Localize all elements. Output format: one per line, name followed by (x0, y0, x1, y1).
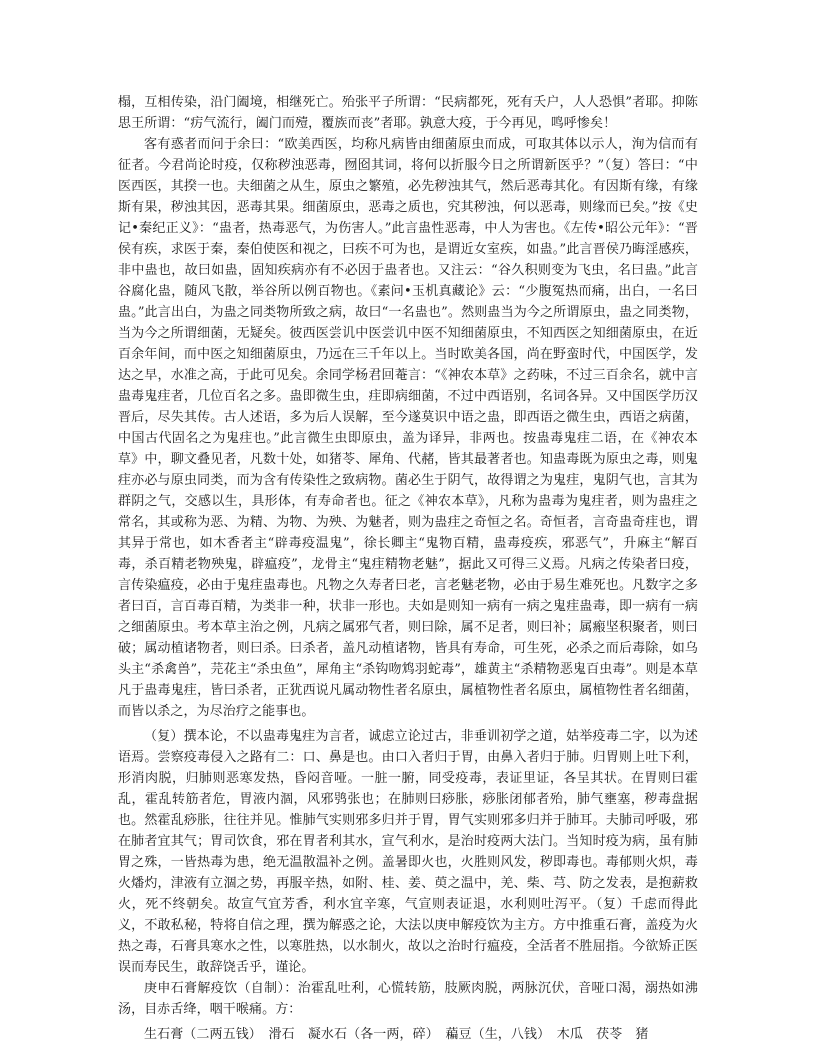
paragraph-epidemic-intro: 榻，互相传染，沿门阖境，相继死亡。殆张平子所谓：“民病都死，死有夭户，人人恐惧”者耶。抑陈思王所谓：“疠气流行，阖门而殪，覆族而丧”者耶。孰意大疫，于今再见，鸣呼惨矣！ (118, 95, 698, 131)
paragraph-formula-title: 庚申石膏解疫饮（自制）：治霍乱吐利，心慌转筋，肢厥肉脱，两脉沉伏，音哑口渴，溺热如沸汤，目赤舌绛，咽干喉痛。方： (118, 981, 698, 1017)
paragraph-formula-ingredients: 生石膏（二两五钱） 滑石 凝水石（各一两，碎） 藊豆（生，八钱） 木瓜 茯苓 猪 (144, 1027, 649, 1042)
paragraph-treatment-theory: （复）撰本论，不以蛊毒鬼疰为言者，诚虑立论过古，非垂训初学之道，姑举疫毒二字，以为述语焉。尝察疫毒侵入之路有二：口、鼻是也。由口入者归于胃，由鼻入者归于肺。归胃则上吐下利，形消肉脱，归肺则恶寒发热，昏闷音哑。一脏一腑，同受疫毒，表证里证，各呈其状。在胃则曰霍乱，霍乱转筋者危，胃液内涸，风邪鸮张也；在肺则曰痧胀，痧胀闭郁者殆，肺气壅塞，秽毒盘据也。然霍乱痧胀，往往并见。惟肺气实则邪多归并于胃，胃气实则邪多归并于肺耳。夫肺司呼吸，邪在肺者宜其气；胃司饮食，邪在胃者利其水，宣气利水，是治时疫两大法门。当知时疫为病，虽有肺胃之殊，一皆热毒为患，绝无温散温补之例。盖暑即火也，火胜则风发，秽即毒也。毒郁则火炽，毒火燔灼，津液有立涸之势，再服辛热，如附、桂、姜、萸之温中，羌、柴、芎、防之发表，是抱薪救火，死不终朝矣。故宣气宜芳香，利水宜辛寒，气宣则表证退，水利则吐泻平。（复）千虑而得此义，不敢私秘，特将自信之理，撰为解惑之论，大法以庚申解疫饮为主方。方中推重石膏，盖疫为火热之毒，石膏具寒水之性，以寒胜热，以水制火，故以之治时行瘟疫，全活者不胜屈指。今欲矫正医误而寿民生，敢辞饶舌乎，谨论。 (118, 729, 698, 975)
paragraph-germ-debate: 客有惑者而问于余曰：“欧美西医，均称凡病皆由细菌原虫而成，可取其体以示人，洵为信而有征者。今君尚论时疫，仅称秽浊恶毒，囫囵其词，将何以折服今日之所谓新医乎？”（复）答曰：“中医西医，其揆一也。夫细菌之从生，原虫之繁殖，必先秽浊其气，然后恶毒其化。有因斯有缘，有缘斯有果，秽浊其因，恶毒其果。细菌原虫，恶毒之质也，究其秽浊，何以恶毒，则缘而已矣。”按《史记•秦纪正义》：“蛊者，热毒恶气，为伤害人。”此言蛊性恶毒，中人为害也。《左传•昭公元年》：“晋侯有疾，求医于秦，秦伯使医和视之，曰疾不可为也，是谓近女室疾，如蛊。”此言晋侯乃晦淫感疾，非中蛊也，故曰如蛊，固知疾病亦有不必因于蛊者也。又注云：“谷久积则变为飞虫，名曰蛊。”此言谷腐化蛊，随风飞散，举谷所以例百物也。《素问•玉机真藏论》云：“少腹冤热而痛，出白，一名曰蛊。”此言出白，为蛊之同类物所致之病，故曰“一名蛊也”。然则蛊当为今之所谓原虫，蛊之同类物，当为今之所谓细菌，无疑矣。彼西医尝讥中医尝讥中医不知细菌原虫，不知西医之知细菌原虫，在近百余年间，而中医之知细菌原虫，乃远在三千年以上。当时欧美各国，尚在野蛮时代，中国医学，发达之早，水准之高，于此可见矣。余同学杨君回菴言：“《神农本草》之药味，不过三百余名，就中言蛊毒鬼疰者，几位百名之多。蛊即微生虫，疰即病细菌，不过中西语别，名词各异。又中国医学历汉晋后，尽失其传。古人述语，多为后人误解，至今遂莫识中语之蛊，即西语之微生虫，西语之病菌，中国古代固名之为鬼疰也。”此言微生虫即原虫，盖为译异，非两也。按蛊毒鬼疰二语，在《神农本草》中，聊文叠见者，凡数十处，如猪苓、犀角、代赭，皆其最著者也。知蛊毒既为原虫之毒，则鬼疰亦必与原虫同类，而为含有传染性之致病物。菌必生于阴气，故得谓之为鬼疰，鬼阴气也，言其为群阴之气，交感以生，具形体，有寿命者也。征之《神农本草》，凡称为蛊毒为鬼疰者，则为蛊疰之常名，其或称为恶、为精、为物、为殃、为魅者，则为蛊疰之奇恒之名。奇恒者，言奇蛊奇疰也，谓其异于常也，如木香者主“辟毒疫温鬼”，徐长卿主“鬼物百精，蛊毒疫疾，邪恶气”，升麻主“解百毒，杀百精老物殃鬼，辟瘟疫”，龙骨主“鬼疰精物老魅”，据此又可得三义焉。凡病之传染者曰疫，言传染瘟疫，必由于鬼疰蛊毒也。凡物之久寿者曰老，言老魅老物，必由于易生难死也。凡数字之多者曰百，言百毒百精，为类非一种，状非一形也。夫如是则知一病有一病之鬼疰蛊毒，即一病有一病之细菌原虫。考本草主治之例，凡病之属邪气者，则曰除，属不足者，则曰补；属瘢坚积聚者，则曰破；属动植诸物者，则曰杀。曰杀者，盖凡动植诸物，皆具有寿命，可生死，必杀之而后毒除，如乌头主“杀禽兽”，芫花主“杀虫鱼”，犀角主“杀钩吻鸩羽蛇毒”，雄黄主“杀精物恶鬼百虫毒”。则是本草凡于蛊毒鬼疰，皆曰杀者，正犹西说凡属动物性者名原虫，属植物性者名原虫，属植物性者名细菌，而皆以杀之，为尽治疗之能事也。 (118, 137, 698, 719)
document-page (118, 92, 698, 1045)
